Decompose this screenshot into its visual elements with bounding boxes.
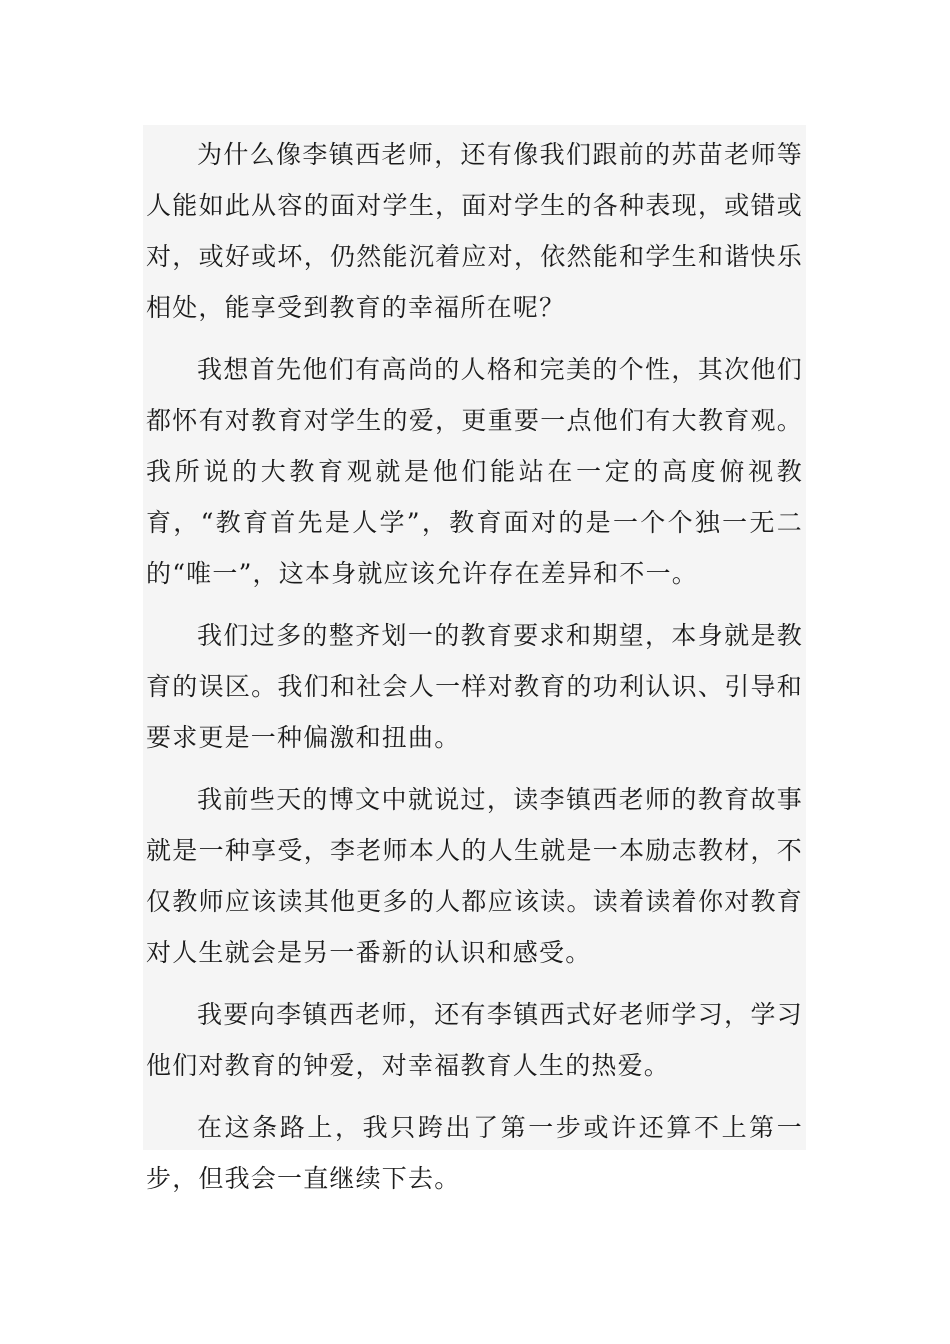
paragraph-5: 我要向李镇西老师，还有李镇西式好老师学习，学习他们对教育的钟爱，对幸福教育人生的热爱。 (146, 1000, 803, 1080)
paragraph-3: 我们过多的整齐划一的教育要求和期望，本身就是教育的误区。我们和社会人一样对教育的功利认识、引导和要求更是一种偏激和扭曲。 (146, 621, 803, 752)
paragraph-2: 我想首先他们有高尚的人格和完美的个性，其次他们都怀有对教育对学生的爱，更重要一点他们有大教育观。我所说的大教育观就是他们能站在一定的高度俯视教育，“教育首先是人学”，教育面对的是一个个独一无二的“唯一”，这本身就应该允许存在差异和不一。 (146, 355, 803, 588)
paragraph-4: 我前些天的博文中就说过，读李镇西老师的教育故事就是一种享受，李老师本人的人生就是一本励志教材，不仅教师应该读其他更多的人都应该读。读着读着你对教育对人生就会是另一番新的认识和感受。 (146, 785, 803, 967)
text-block (143, 125, 806, 1193)
paragraph-1: 为什么像李镇西老师，还有像我们跟前的苏苗老师等人能如此从容的面对学生，面对学生的各种表现，或错或对，或好或坏，仍然能沉着应对，依然能和学生和谐快乐相处，能享受到教育的幸福所在呢？ (146, 140, 803, 322)
paragraph-6: 在这条路上，我只跨出了第一步或许还算不上第一步，但我会一直继续下去。 (146, 1113, 803, 1193)
